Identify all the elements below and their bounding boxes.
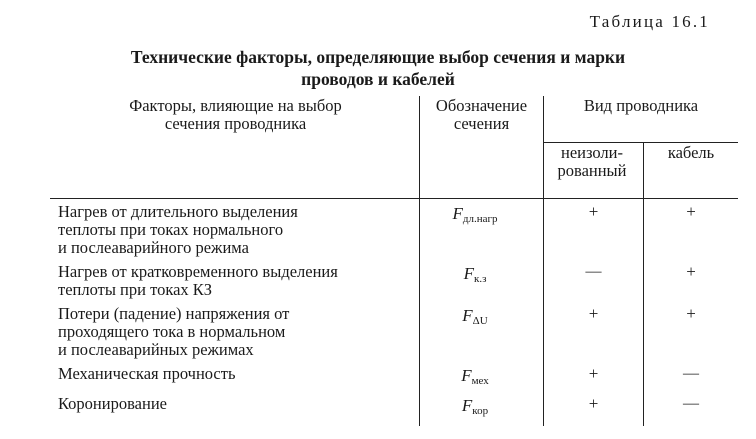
caption-line-2: проводов и кабелей <box>301 69 455 89</box>
header-designation-line-2: сечения <box>453 114 510 133</box>
bare-mark-cell: + <box>544 199 644 260</box>
table-row <box>50 259 738 301</box>
header-row-1 <box>50 96 738 143</box>
table-body <box>50 199 738 427</box>
designation-cell <box>420 259 544 301</box>
factor-line: теплоты при токах нормального <box>58 220 284 239</box>
factor-cell <box>50 361 420 391</box>
designation-cell <box>420 301 544 361</box>
table-row <box>50 301 738 361</box>
designation-symbol <box>461 366 489 385</box>
symbol-subscript: мех <box>471 375 489 387</box>
cable-mark-cell: — <box>644 391 739 426</box>
header-factor-line-1: Факторы, влияющие на выбор <box>129 96 342 115</box>
symbol-letter: F <box>462 306 473 325</box>
cable-mark-cell: + <box>644 301 739 361</box>
symbol-subscript: дл.нагр <box>462 213 498 225</box>
factor-line: Коронирование <box>58 394 167 413</box>
cable-mark-cell: + <box>644 259 739 301</box>
symbol-subscript: кор <box>472 405 489 417</box>
factor-line: Потери (падение) напряжения от <box>58 304 290 323</box>
designation-symbol <box>462 396 488 415</box>
symbol-letter: F <box>461 396 473 415</box>
factor-line: теплоты при токах КЗ <box>58 280 213 299</box>
table-caption <box>0 46 756 90</box>
table-number: Таблица 16.1 <box>589 12 710 31</box>
header-factor <box>50 96 420 199</box>
symbol-letter: F <box>452 204 463 223</box>
bare-mark-cell: — <box>544 259 644 301</box>
designation-symbol <box>452 204 497 223</box>
header-bare-line-1: неизоли- <box>561 143 623 162</box>
factor-line: и послеаварийного режима <box>58 238 249 257</box>
designation-symbol <box>464 264 487 283</box>
symbol-subscript: ΔU <box>472 315 488 327</box>
header-bare <box>544 143 644 199</box>
symbol-letter: F <box>461 366 472 385</box>
bare-mark-cell: + <box>544 301 644 361</box>
factor-line: Нагрев от длительного выделения <box>58 202 298 221</box>
table-row <box>50 391 738 426</box>
designation-cell <box>420 361 544 391</box>
symbol-letter: F <box>463 264 474 283</box>
bare-mark-cell: + <box>544 361 644 391</box>
factor-line: Механическая прочность <box>58 364 236 383</box>
header-factor-line-2: сечения проводника <box>164 114 307 133</box>
header-cable: кабель <box>644 143 739 199</box>
table-row <box>50 361 738 391</box>
factor-line: проходящего тока в нормальном <box>58 322 286 341</box>
cable-mark-cell: — <box>644 361 739 391</box>
symbol-subscript: к.з <box>473 273 487 285</box>
bare-mark-cell: + <box>544 391 644 426</box>
factor-cell <box>50 391 420 426</box>
factor-cell <box>50 301 420 361</box>
cable-mark-cell: + <box>644 199 739 260</box>
factor-line: и послеаварийных режимах <box>58 340 254 359</box>
factor-cell <box>50 199 420 260</box>
header-designation-line-1: Обозначение <box>435 96 528 115</box>
header-conductor-kind: Вид проводника <box>544 96 739 143</box>
factor-cell <box>50 259 420 301</box>
header-bare-line-2: рованный <box>557 161 627 180</box>
designation-cell <box>420 391 544 426</box>
designation-symbol <box>462 306 487 325</box>
factor-line: Нагрев от кратковременного выделения <box>58 262 338 281</box>
header-designation <box>420 96 544 199</box>
factors-table <box>50 96 738 426</box>
table-row <box>50 199 738 260</box>
caption-line-1: Технические факторы, определяющие выбор сечения и марки <box>130 47 626 67</box>
designation-cell <box>420 199 544 260</box>
